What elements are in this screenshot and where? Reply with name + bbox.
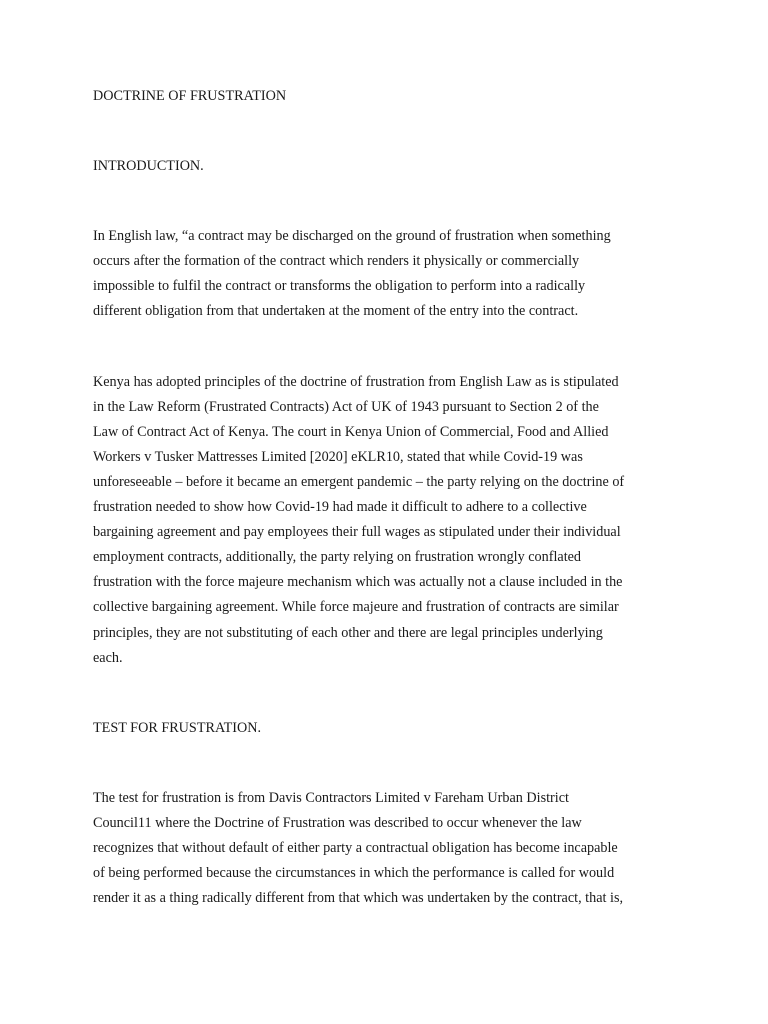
paragraph-line: in the Law Reform (Frustrated Contracts) Act of UK of 1943 pursuant to Section 2 of the [93,398,599,415]
paragraph-line: unforeseeable – before it became an emergent pandemic – the party relying on the doctrine of [93,473,625,490]
document-title: DOCTRINE OF FRUSTRATION [93,88,287,104]
paragraph-line: Law of Contract Act of Kenya. The court in Kenya Union of Commercial, Food and Allied [93,423,609,440]
spacer [93,109,683,154]
section-heading-introduction: INTRODUCTION. [93,158,204,175]
spacer [93,325,683,370]
spacer [93,741,683,786]
document-body [93,84,683,911]
paragraph-line: recognizes that without default of either party a contractual obligation has become incapable [93,839,618,856]
paragraph-line: collective bargaining agreement. While force majeure and frustration of contracts are similar [93,599,619,616]
paragraph-english-law [93,224,683,324]
paragraph-line: each. [93,649,123,666]
section-heading-test: TEST FOR FRUSTRATION. [93,719,262,736]
paragraph-line: Workers v Tusker Mattresses Limited [2020] eKLR10, stated that while Covid-19 was [93,448,583,465]
paragraph-line: In English law, “a contract may be discharged on the ground of frustration when something [93,228,611,245]
paragraph-line: principles, they are not substituting of each other and there are legal principles underlying [93,624,603,641]
paragraph-line: employment contracts, additionally, the party relying on frustration wrongly conflated [93,549,582,566]
paragraph-line: render it as a thing radically different from that which was undertaken by the contract, that is, [93,890,624,907]
paragraph-test [93,786,683,911]
paragraph-line: The test for frustration is from Davis Contractors Limited v Fareham Urban District [93,789,569,806]
paragraph-line: impossible to fulfil the contract or transforms the obligation to perform into a radically [93,278,586,295]
paragraph-line: occurs after the formation of the contract which renders it physically or commercially [93,253,580,270]
spacer [93,671,683,716]
paragraph-line: frustration with the force majeure mechanism which was actually not a clause included in the [93,574,623,591]
paragraph-line: Kenya has adopted principles of the doctrine of frustration from English Law as is stipulated [93,373,619,390]
paragraph-line: frustration needed to show how Covid-19 had made it difficult to adhere to a collective [93,499,587,516]
paragraph-line: bargaining agreement and pay employees their full wages as stipulated under their individual [93,524,621,541]
paragraph-line: Council11 where the Doctrine of Frustration was described to occur whenever the law [93,814,582,831]
paragraph-kenya [93,370,683,671]
paragraph-line: of being performed because the circumstances in which the performance is called for would [93,865,615,882]
spacer [93,179,683,224]
paragraph-line: different obligation from that undertaken at the moment of the entry into the contract. [93,303,579,320]
